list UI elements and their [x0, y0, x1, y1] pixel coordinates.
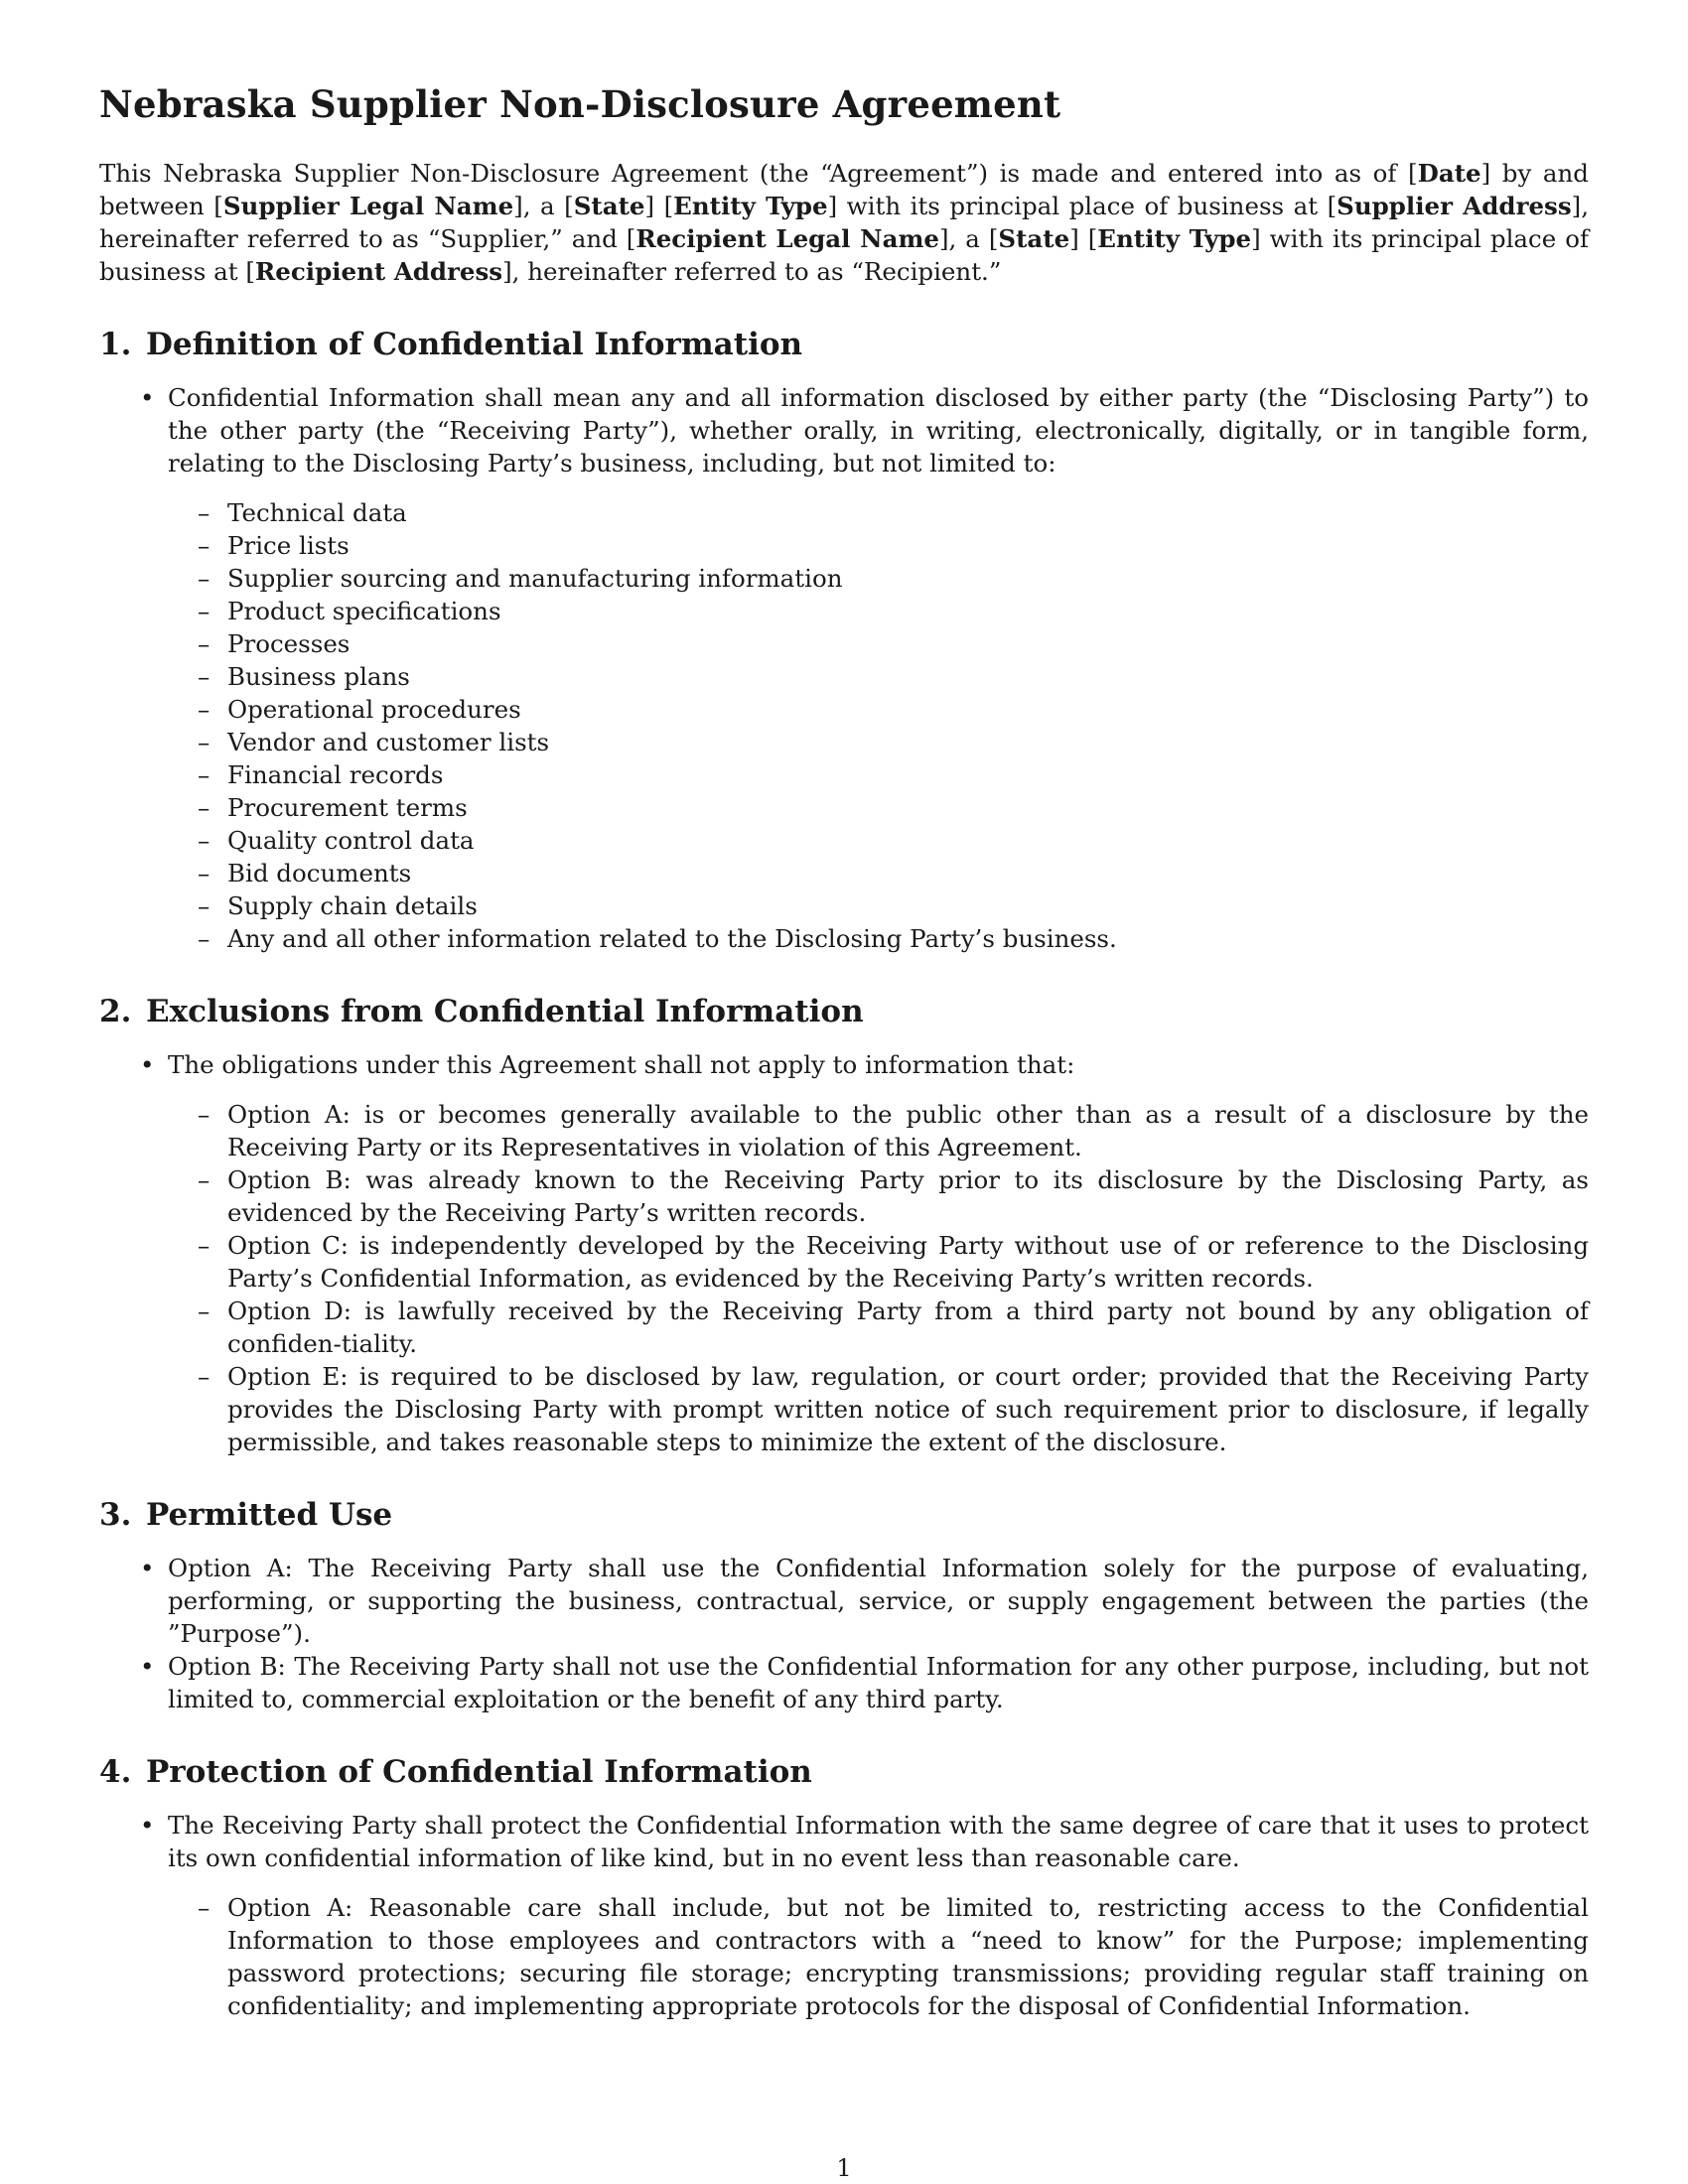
- section-4-list: [99, 1809, 1589, 2022]
- section-heading: 3. Permitted Use: [99, 1497, 393, 1533]
- section-heading: 1. Definition of Confidential Information: [99, 327, 803, 362]
- list-item: • Option B: The Receiving Party shall not use the Confidential Information for any other purpose, including, but not limited to, commercial exploitation or the benefit of any third party.: [168, 1650, 1589, 1715]
- document-page: [99, 81, 1589, 2022]
- protection-options: [168, 1891, 1589, 2022]
- list-item: – Technical data: [227, 496, 1589, 529]
- list-item: – Procurement terms: [227, 791, 1589, 824]
- list-item: – Product specifications: [227, 595, 1589, 627]
- list-item: – Quality control data: [227, 824, 1589, 857]
- list-item: – Operational procedures: [227, 693, 1589, 726]
- list-item: • Confidential Information shall mean any and all information disclosed by either party (the “Disclosing Party”) to the other party (the “Receiving Party”), whether orally, in writing, electronically, digitally, or in tangible form, relating to the Disclosing Party’s business, including, but not limited to: – Technical data – Price lists – Supplier sourcing and manufacturing information – Product specifications – Processes – Business plans – Operational procedures – Vendor and customer lists – Financial records – Procurement terms – Quality control data – Bid documents – Supply chain details – Any and all other information related to the Disclosing Party’s business.: [168, 381, 1589, 955]
- recipient-address-placeholder: Recipient Address: [254, 257, 503, 286]
- list-item: – Option D: is lawfully received by the Receiving Party from a third party not bound by any obligation of confiden-tiality.: [227, 1295, 1589, 1360]
- list-item: – Option A: is or becomes generally available to the public other than as a result of a disclosure by the Receiving Party or its Representatives in violation of this Agreement.: [227, 1098, 1589, 1163]
- list-item: – Processes: [227, 627, 1589, 660]
- list-item: – Supply chain details: [227, 889, 1589, 922]
- list-item: – Price lists: [227, 529, 1589, 562]
- list-item: – Option B: was already known to the Receiving Party prior to its disclosure by the Disclosing Party, as evidenced by the Receiving Party’s written records.: [227, 1163, 1589, 1229]
- entity-type-placeholder: Entity Type: [1097, 224, 1252, 253]
- list-item: – Option C: is independently developed by the Receiving Party without use of or reference to the Disclosing Party’s Confidential Information, as evidenced by the Receiving Party’s written records.: [227, 1229, 1589, 1295]
- confidential-info-types: [168, 496, 1589, 955]
- list-item: – Option E: is required to be disclosed by law, regulation, or court order; provided that the Receiving Party provides the Disclosing Party with prompt written notice of such requirement prior to disclosure, if legally permissible, and takes reasonable steps to minimize the extent of the disclosure.: [227, 1360, 1589, 1458]
- state-placeholder: State: [998, 224, 1070, 253]
- entity-type-placeholder: Entity Type: [673, 192, 828, 220]
- supplier-address-placeholder: Supplier Address: [1336, 192, 1572, 220]
- state-placeholder: State: [573, 192, 645, 220]
- list-item: • The Receiving Party shall protect the Confidential Information with the same degree of care that it uses to protect its own confidential information of like kind, but in no event less than reasonable care. – Option A: Reasonable care shall include, but not be limited to, restricting access to the Confidential Information to those employees and contractors with a “need to know” for the Purpose; implementing password protections; securing file storage; encrypting transmissions; providing regular staff training on confidentiality; and implementing appropriate protocols for the disposal of Confidential Information.: [168, 1809, 1589, 2022]
- recipient-name-placeholder: Recipient Legal Name: [635, 224, 939, 253]
- exclusion-options: [168, 1098, 1589, 1458]
- page-number: 1: [836, 2154, 852, 2182]
- list-item: – Any and all other information related to the Disclosing Party’s business.: [227, 922, 1589, 955]
- section-2-list: [99, 1048, 1589, 1458]
- section-1-list: [99, 381, 1589, 955]
- date-placeholder: Date: [1417, 159, 1481, 188]
- section-heading: 2. Exclusions from Confidential Information: [99, 994, 864, 1029]
- list-item: – Vendor and customer lists: [227, 726, 1589, 758]
- list-item: – Business plans: [227, 660, 1589, 693]
- section-heading: 4. Protection of Confidential Information: [99, 1754, 812, 1790]
- list-item: • Option A: The Receiving Party shall use the Confidential Information solely for the purpose of evaluating, performing, or supporting the business, contractual, service, or supply engagement between the parties (the ”Purpose”).: [168, 1552, 1589, 1650]
- intro-paragraph: This Nebraska Supplier Non-Disclosure Agreement (the “Agreement”) is made and entered into as of [Date] by and between [Supplier Legal Name], a [State] [Entity Type] with its principal place of business at [Supplier Address], hereinafter referred to as “Supplier,” and [Recipient Legal Name], a [State] [Entity Type] with its principal place of business at [Recipient Address], hereinafter referred to as “Recipient.”: [99, 159, 1590, 286]
- list-item: – Option A: Reasonable care shall include, but not be limited to, restricting access to the Confidential Information to those employees and contractors with a “need to know” for the Purpose; implementing password protections; securing file storage; encrypting transmissions; providing regular staff training on confidentiality; and implementing appropriate protocols for the disposal of Confidential Information.: [227, 1891, 1589, 2022]
- document-title: Nebraska Supplier Non-Disclosure Agreement: [99, 82, 1061, 126]
- section-3-list: [99, 1552, 1589, 1715]
- list-item: – Bid documents: [227, 857, 1589, 889]
- list-item: – Supplier sourcing and manufacturing information: [227, 562, 1589, 595]
- list-item: • The obligations under this Agreement shall not apply to information that: – Option A: is or becomes generally available to the public other than as a result of a disclosure by the Receiving Party or its Representatives in violation of this Agreement. – Option B: was already known to the Receiving Party prior to its disclosure by the Disclosing Party, as evidenced by the Receiving Party’s written records. – Option C: is independently developed by the Receiving Party without use of or reference to the Disclosing Party’s Confidential Information, as evidenced by the Receiving Party’s written records. – Option D: is lawfully received by the Receiving Party from a third party not bound by any obligation of confiden-tiality. – Option E: is required to be disclosed by law, regulation, or court order; provided that the Receiving Party provides the Disclosing Party with prompt written notice of such requirement prior to disclosure, if legally permissible, and takes reasonable steps to minimize the extent of the disclosure.: [168, 1048, 1589, 1458]
- list-item: – Financial records: [227, 758, 1589, 791]
- supplier-name-placeholder: Supplier Legal Name: [222, 192, 514, 220]
